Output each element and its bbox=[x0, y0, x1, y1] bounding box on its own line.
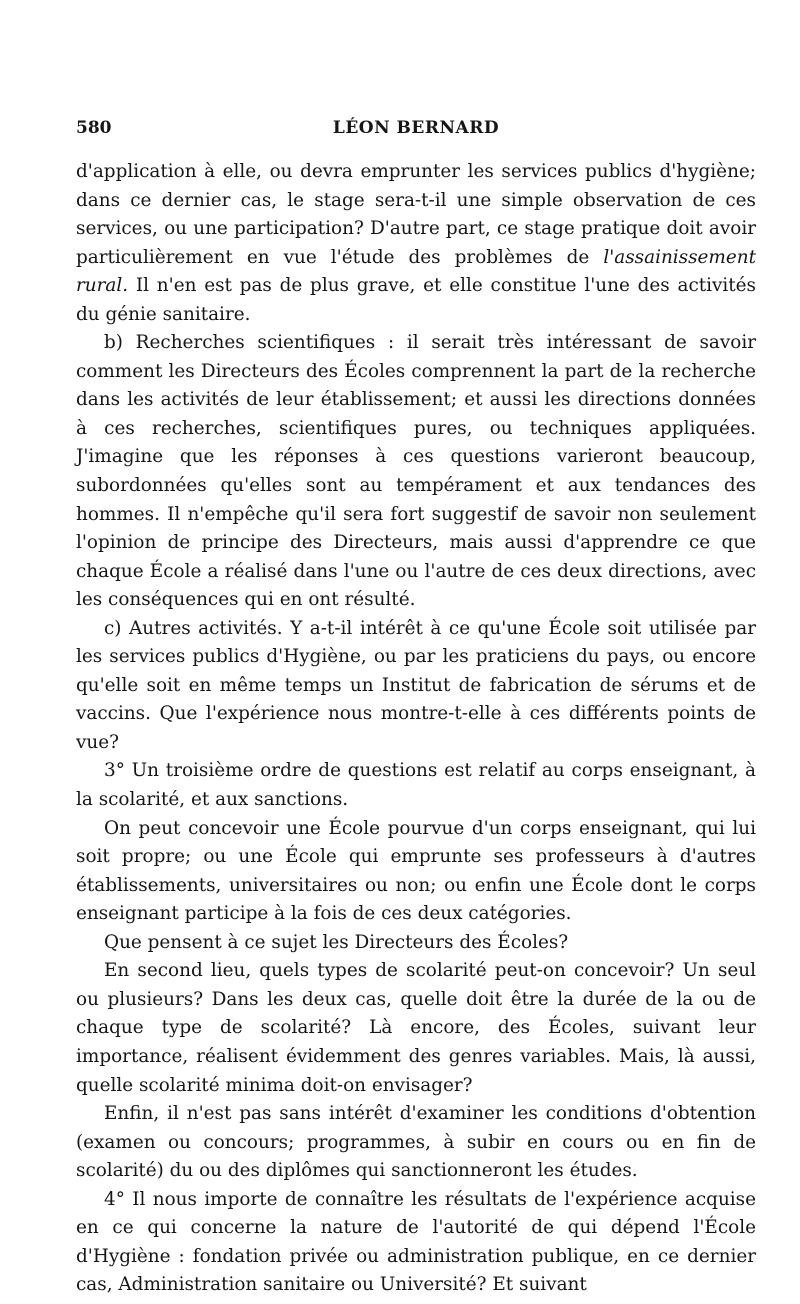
italic-phrase-assainissement-rural: l'assainissement rural. bbox=[76, 246, 756, 297]
book-page bbox=[76, 118, 756, 1300]
paragraph-types-scolarite: En second lieu, quels types de scolarité peut-on concevoir? Un seul ou plusieurs? Dans les deux cas, quelle doit être la durée de la ou de chaque type de scolarité? Là encore, des Écoles, suivant leur importance, réalisent évidemment des genres variables. Mais, là aussi, quelle scolarité minima doit-on envisager? bbox=[76, 960, 756, 1096]
paragraph-1-text-end: Il n'en est pas de plus grave, et elle constitue l'une des activités du génie sanitaire. bbox=[76, 275, 756, 325]
paragraph-corps-enseignant: On peut concevoir une École pourvue d'un corps enseignant, qui lui soit propre; ou une École qui emprunte ses professeurs à d'autres établissements, universitaires ou non; ou enfin une École dont le corps enseignant participe à la fois de ces deux catégories. bbox=[76, 817, 756, 925]
paragraph-autres-activites: c) Autres activités. Y a-t-il intérêt à ce qu'une École soit utilisée par les services publics d'Hygiène, ou par les praticiens du pays, ou encore qu'elle soit en même temps un Institut de fabrication de sérums et de vaccins. Que l'expérience nous montre-t-elle à ces différents points de vue? bbox=[76, 617, 756, 753]
page-header bbox=[76, 118, 756, 158]
paragraph-troisieme-ordre: 3° Un troisième ordre de questions est relatif au corps enseignant, à la scolarité, et aux sanctions. bbox=[76, 760, 756, 811]
paragraph-1-text-start: d'application à elle, ou devra emprunter les services publics d'hygiène; dans ce dernier cas, le stage sera-t-il une simple observation de ces services, ou une participation? D'autre part, ce stage pratique doit avoir particulièrement en vue l'étude des problèmes de bbox=[76, 161, 756, 268]
running-head: LÉON BERNARD bbox=[332, 118, 500, 138]
page-number: 580 bbox=[76, 118, 112, 138]
paragraph-recherches-scientifiques: b) Recherches scientifiques : il serait très intéressant de savoir comment les Directeurs des Écoles comprennent la part de la recherche dans les activités de leur établissement; et aussi les directions données à ces recherches, scientifiques pures, ou techniques appliquées. J'imagine que les réponses à ces questions varieront beaucoup, subordonnées qu'elles sont au tempérament et aux tendances des hommes. Il n'empêche qu'il sera fort suggestif de savoir non seulement l'opinion de principe des Directeurs, mais aussi d'apprendre ce que chaque École a réalisé dans l'une ou l'autre de ces deux directions, avec les conséquences qui en ont résulté. bbox=[76, 332, 756, 611]
paragraph-question-directeurs: Que pensent à ce sujet les Directeurs des Écoles? bbox=[104, 931, 569, 953]
paragraph-autorite-ecole: 4° Il nous importe de connaître les résultats de l'expérience acquise en ce qui concerne la nature de l'autorité de qui dépend l'École d'Hygiène : fondation privée ou administration publique, en ce dernier cas, Administration sanitaire ou Université? Et suivant bbox=[76, 1188, 756, 1296]
paragraph-1 bbox=[76, 158, 756, 329]
body-text bbox=[76, 158, 756, 1300]
paragraph-conditions-obtention: Enfin, il n'est pas sans intérêt d'examiner les conditions d'obtention (examen ou concours; programmes, à subir en cours ou en fin de scolarité) du ou des diplômes qui sanctionneront les études. bbox=[76, 1103, 756, 1182]
